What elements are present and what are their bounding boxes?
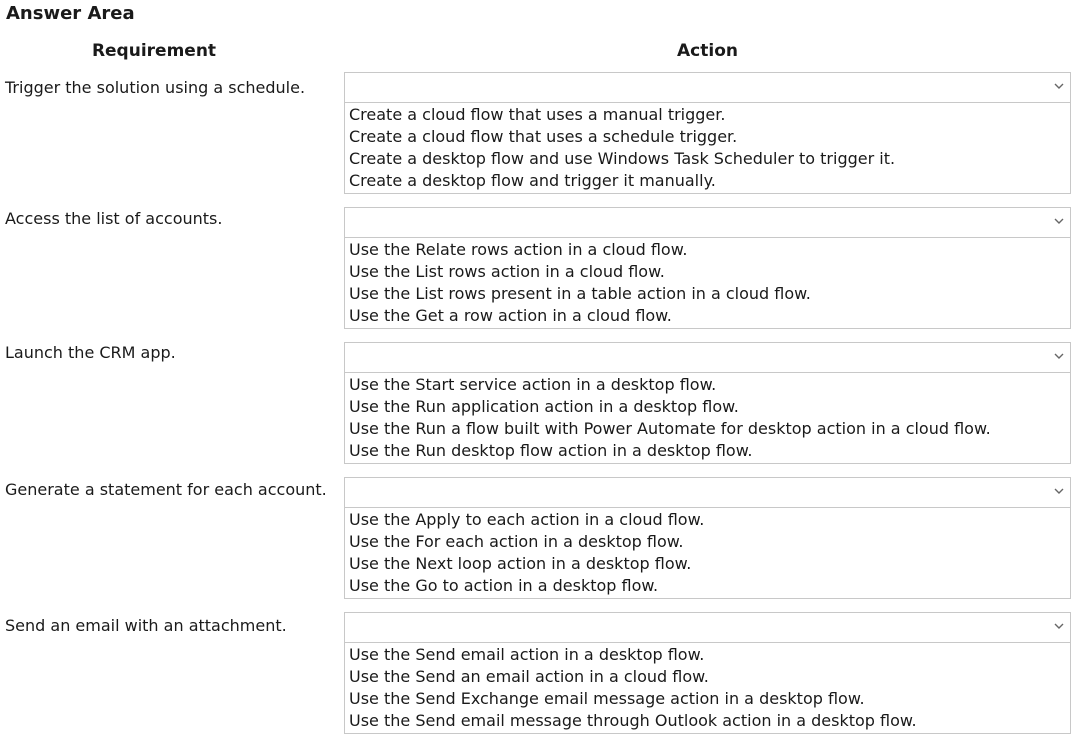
- option-list-crm: [344, 373, 1071, 464]
- option-list-accounts: [344, 238, 1071, 329]
- requirement-label-crm: Launch the CRM app.: [5, 343, 176, 362]
- action-select-accounts[interactable]: [344, 207, 1071, 238]
- answer-area-title: Answer Area: [6, 3, 135, 24]
- option-item[interactable]: Use the Send email message through Outlook action in a desktop flow.: [349, 711, 917, 730]
- option-item[interactable]: Use the Go to action in a desktop flow.: [349, 576, 659, 595]
- option-item[interactable]: Use the List rows action in a cloud flow.: [349, 262, 665, 281]
- option-item[interactable]: Use the Send email action in a desktop flow.: [349, 645, 705, 664]
- requirement-label-accounts: Access the list of accounts.: [5, 209, 223, 228]
- action-select-statement[interactable]: [344, 477, 1071, 508]
- requirement-label-email: Send an email with an attachment.: [5, 616, 287, 635]
- option-item[interactable]: Use the Run desktop flow action in a desktop flow.: [349, 441, 753, 460]
- option-list-statement: [344, 508, 1071, 599]
- action-select-email[interactable]: [344, 612, 1071, 643]
- option-item[interactable]: Use the Run a flow built with Power Automate for desktop action in a cloud flow.: [349, 419, 991, 438]
- chevron-down-icon: [1053, 215, 1065, 227]
- requirement-column-header: Requirement: [91, 41, 217, 61]
- option-item[interactable]: Use the Send Exchange email message action in a desktop flow.: [349, 689, 865, 708]
- option-item[interactable]: Use the For each action in a desktop flow.: [349, 532, 684, 551]
- action-dropdown-crm: [344, 342, 1071, 464]
- action-dropdown-schedule: [344, 72, 1071, 194]
- action-select-crm[interactable]: [344, 342, 1071, 373]
- option-item[interactable]: Create a desktop flow and use Windows Task Scheduler to trigger it.: [349, 149, 896, 168]
- option-item[interactable]: Use the Apply to each action in a cloud flow.: [349, 510, 705, 529]
- action-dropdown-accounts: [344, 207, 1071, 329]
- requirement-label-schedule: Trigger the solution using a schedule.: [5, 78, 306, 97]
- chevron-down-icon: [1053, 80, 1065, 92]
- chevron-down-icon: [1053, 350, 1065, 362]
- chevron-down-icon: [1053, 485, 1065, 497]
- action-dropdown-email: [344, 612, 1071, 734]
- option-list-schedule: [344, 103, 1071, 194]
- option-item[interactable]: Create a cloud flow that uses a manual trigger.: [349, 105, 726, 124]
- option-item[interactable]: Use the Relate rows action in a cloud flow.: [349, 240, 688, 259]
- option-item[interactable]: Use the List rows present in a table action in a cloud flow.: [349, 284, 811, 303]
- chevron-down-icon: [1053, 620, 1065, 632]
- option-item[interactable]: Use the Next loop action in a desktop flow.: [349, 554, 692, 573]
- action-select-schedule[interactable]: [344, 72, 1071, 103]
- option-item[interactable]: Use the Get a row action in a cloud flow.: [349, 306, 672, 325]
- requirement-label-statement: Generate a statement for each account.: [5, 480, 327, 499]
- option-item[interactable]: Create a cloud flow that uses a schedule trigger.: [349, 127, 738, 146]
- option-item[interactable]: Use the Start service action in a desktop flow.: [349, 375, 717, 394]
- option-item[interactable]: Create a desktop flow and trigger it manually.: [349, 171, 716, 190]
- action-dropdown-statement: [344, 477, 1071, 599]
- option-list-email: [344, 643, 1071, 734]
- option-item[interactable]: Use the Send an email action in a cloud flow.: [349, 667, 709, 686]
- action-column-header: Action: [677, 41, 738, 61]
- option-item[interactable]: Use the Run application action in a desktop flow.: [349, 397, 739, 416]
